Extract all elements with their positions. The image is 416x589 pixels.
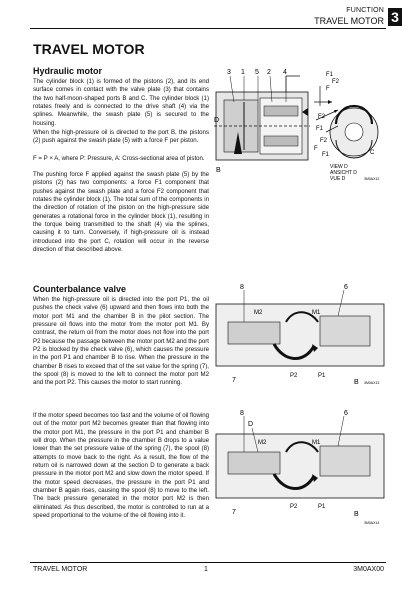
force-label-fc: F xyxy=(314,146,318,152)
callout-5: 5 xyxy=(255,69,259,76)
footer-rule xyxy=(30,562,386,563)
view-label-fr: VUE D xyxy=(330,176,346,182)
page-title: TRAVEL MOTOR xyxy=(33,41,145,57)
figure-code-2: 3M0AX13 xyxy=(364,381,380,385)
fig1-label-8: 8 xyxy=(240,284,244,291)
callout-1: 1 xyxy=(241,69,245,76)
fig2-label-d: D xyxy=(248,421,254,428)
fig2-label-p2: P2 xyxy=(290,504,298,510)
fig1-label-m2: M2 xyxy=(254,310,263,316)
callout-3: 3 xyxy=(227,69,231,76)
force-label-f: F xyxy=(326,86,330,92)
figure-code-3: 3M0AX14 xyxy=(364,521,380,525)
counterbalance-figure-1 xyxy=(214,282,386,390)
hydraulic-para-4: The pushing force F applied against the swash plate (5) by the pistons (2) has two components: a force F1 component that pushes against the swash plate and a force F2 component that rotates the cylinder block (1). The total sum of the components in the direction of rotation of the piston on the high-pressure side generates a rotational force in the cylinder block (1), resulting in the torque being transmitted to the shaft (4) via the splines, causing it to turn. Conversely, if high-pressure oil is instead introduced into the port C, rotation will occur in the reverse direction of that described above. xyxy=(33,171,209,254)
callout-d: D xyxy=(214,117,220,124)
header-function-label: FUNCTION xyxy=(346,7,384,14)
fig1-label-p2: P2 xyxy=(290,373,298,379)
view-label-en: VIEW D xyxy=(330,164,348,170)
hydraulic-para-2: When the high-pressure oil is directed to the port B, the pistons (2) push against the swash plate (5) with a force F per piston. xyxy=(33,129,209,145)
hydraulic-para-3: F = P × A, where P: Pressure, A: Cross-sectional area of piston. xyxy=(33,155,205,162)
counterbalance-para-2: If the motor speed becomes too fast and the volume of oil flowing out of the motor port M2 becomes greater than that flowing into the motor port M1, the pressure in the port P1 and chamber B will drop. When the pressure in the chamber B drops to a value lower than the set pressure value of the spring (7), the spool (8) attempts to move back to the right. As a result, the flow of the return oil is narrowed down at the section D to generate a back pressure in the motor port M2 and slow down the motor speed. If the motor speed decreases, the pressure in the port P1 and chamber B again rises, causing the spool (8) to move to the left. The back pressure generated in the motor port M2 is then eliminated. As thus described, the motor is controlled to run at a speed proportional to the volume of the oil flowing into it. xyxy=(33,412,209,520)
header-section-title: TRAVEL MOTOR xyxy=(314,16,384,26)
fig2-label-6: 6 xyxy=(344,410,348,417)
fig1-label-b: B xyxy=(354,379,359,386)
footer-doc-code: 3M0AX00 xyxy=(353,566,384,573)
fig2-label-m2: M2 xyxy=(258,440,267,446)
force-label-f1: F1 xyxy=(326,72,334,78)
figure-code-1: 3M0AX12 xyxy=(364,177,380,181)
fig1-label-6: 6 xyxy=(344,284,348,291)
callout-2: 2 xyxy=(267,69,271,76)
fig2-label-b: B xyxy=(354,511,359,518)
footer-page-number: 1 xyxy=(204,566,208,573)
fig2-label-8: 8 xyxy=(240,410,244,417)
force-label-f1b: F1 xyxy=(316,126,324,132)
fig1-label-7: 7 xyxy=(232,377,236,384)
header-rule xyxy=(30,28,386,29)
hydraulic-motor-figure xyxy=(214,62,390,184)
callout-4: 4 xyxy=(283,69,287,76)
counterbalance-heading: Counterbalance valve xyxy=(33,284,127,294)
footer-section-title: TRAVEL MOTOR xyxy=(33,566,88,573)
fig2-label-7: 7 xyxy=(232,509,236,516)
fig2-label-p1: P1 xyxy=(318,504,326,510)
force-label-f2: F2 xyxy=(332,79,340,85)
force-label-f1c: F1 xyxy=(322,152,330,158)
force-label-f3: F2 xyxy=(320,138,328,144)
fig1-label-p1: P1 xyxy=(318,373,326,379)
section-number-badge: 3 xyxy=(388,8,402,26)
callout-b: B xyxy=(216,167,221,174)
view-label-de: ANSICHT D xyxy=(330,170,357,176)
counterbalance-para-1: When the high-pressure oil is directed into the port P1, the oil pushes the check valve (6) upward and then flows into both the motor port M1 and the chamber B in the pilot section. The pressure oil flows into the motor from the motor port M1. By contrast, the return oil from the motor does not flow into the port P2 because the passage between the motor port M2 and the port P2 is blocked by the check valve (6), which causes the pressure in the port P1 and chamber B to rise. When the pressure in the chamber B rises to exceed that of the set value for the spring (7), the spool (8) is moved to the left to connect the motor port M2 and the port P2. This causes the motor to start running. xyxy=(33,296,209,387)
fig1-label-m1: M1 xyxy=(312,310,321,316)
fig2-label-m1: M1 xyxy=(312,440,321,446)
callout-c: C xyxy=(370,150,375,156)
force-label-f2b: F2 xyxy=(318,114,326,120)
hydraulic-para-1: The cylinder block (1) is formed of the pistons (2), and its end surface comes in contact with the valve plate (3) that contains the two half-moon-shaped ports B and C. The cylinder block (1) rotates freely and is connected to the drive shaft (4) via the splines. Meanwhile, the swash plate (5) is secured to the housing. xyxy=(33,78,209,127)
counterbalance-figure-2 xyxy=(214,408,386,526)
hydraulic-motor-heading: Hydraulic motor xyxy=(33,66,103,76)
